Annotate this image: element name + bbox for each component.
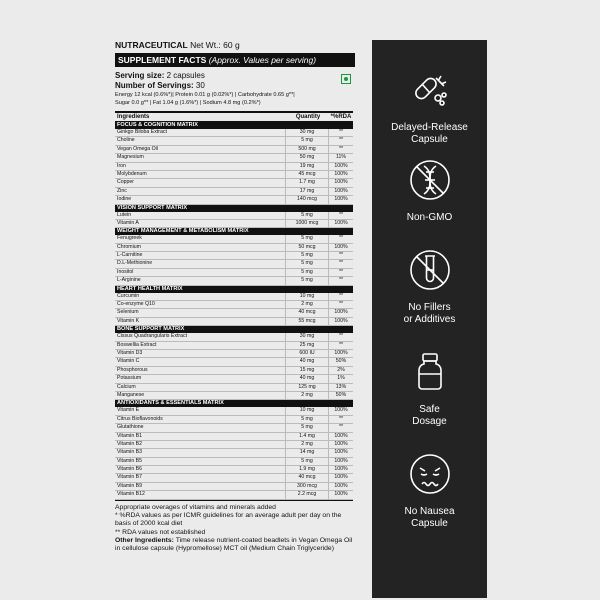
feature-1-line-2: Capsule	[411, 134, 448, 145]
ingredient-quantity: 1.4 mg	[285, 433, 328, 440]
ingredient-rda: **	[328, 342, 353, 349]
ingredient-rda: 1%	[328, 375, 353, 382]
table-row	[115, 146, 353, 154]
ingredient-quantity: 5 mg	[285, 269, 328, 276]
ingredient-name: L-Carnitine	[117, 252, 143, 259]
table-row	[115, 441, 353, 449]
ingredient-quantity: 5 mg	[285, 416, 328, 423]
table-row	[115, 407, 353, 415]
net-weight: Net Wt.: 60 g	[190, 40, 240, 50]
feature-3-line-2: or Additives	[403, 314, 456, 325]
supplement-facts-subtitle: (Approx. Values per serving)	[208, 55, 317, 65]
serving-size-value: 2 capsules	[166, 71, 205, 80]
table-end-rule	[115, 500, 353, 501]
ingredient-rda: 50%	[328, 358, 353, 365]
table-row	[115, 384, 353, 392]
footnote-rda-not-established: ** RDA values not established	[115, 528, 206, 536]
ingredient-quantity: 2.2 mcg	[285, 491, 328, 498]
other-ingredients-text: Time release nutrient-coated beadlets in Vegan Omega Oil in cellulose capsule (Hypromellose) MCT oil (Medium Chain Triglyceride)	[115, 536, 353, 553]
ingredient-rda: 100%	[328, 244, 353, 251]
ingredient-name: Chromium	[117, 243, 141, 250]
supplement-label	[115, 40, 355, 553]
ingredient-name: Calcium	[117, 383, 136, 390]
ingredient-name: Vitamin A	[117, 219, 139, 226]
ingredient-quantity: 125 mg	[285, 384, 328, 391]
table-row	[115, 458, 353, 466]
table-row	[115, 424, 353, 432]
ingredient-rda: 100%	[328, 309, 353, 316]
feature-2-line-1: Non-GMO	[406, 212, 453, 223]
ingredient-rda: **	[328, 269, 353, 276]
ingredient-rda: 100%	[328, 318, 353, 325]
table-row	[115, 301, 353, 309]
ingredient-name: Iodine	[117, 196, 132, 203]
table-row	[115, 269, 353, 277]
nutrition-line-1: Energy 12 kcal (0.6%*)| Protein 0.01 g (0.02%*) | Carbohydrate 0.65 g**|	[115, 92, 295, 98]
ingredient-quantity: 55 mcg	[285, 318, 328, 325]
supplement-facts-title: SUPPLEMENT FACTS	[118, 55, 207, 65]
ingredient-quantity: 2 mg	[285, 301, 328, 308]
feature-safe-dosage	[372, 350, 487, 428]
table-row	[115, 129, 353, 137]
ingredient-rda: 100%	[328, 449, 353, 456]
ingredient-name: Potassium	[117, 375, 142, 382]
ingredient-name: Inositol	[117, 268, 134, 275]
ingredient-name: Fenugreek	[117, 235, 142, 242]
table-row	[115, 260, 353, 268]
ingredient-name: Vitamin B6	[117, 466, 142, 473]
ingredient-rda: **	[328, 129, 353, 136]
ingredient-name: Iron	[117, 162, 126, 169]
ingredient-rda: 13%	[328, 384, 353, 391]
ingredient-name: Lutein	[117, 211, 132, 218]
ingredient-rda: **	[328, 301, 353, 308]
ingredient-quantity: 5 mg	[285, 212, 328, 219]
table-row	[115, 350, 353, 358]
ingredient-rda: **	[328, 260, 353, 267]
table-row	[115, 244, 353, 252]
other-ingredients-label: Other Ingredients:	[115, 536, 174, 544]
table-row	[115, 154, 353, 162]
ingredient-name: Molybdenum	[117, 170, 147, 177]
ingredient-quantity: 140 mcg	[285, 196, 328, 203]
ingredient-rda: **	[328, 252, 353, 259]
ingredient-quantity: 40 mcg	[285, 474, 328, 481]
ingredient-name: Vitamin B3	[117, 449, 142, 456]
ingredient-quantity: 25 mg	[285, 342, 328, 349]
ingredient-quantity: 45 mcg	[285, 171, 328, 178]
ingredient-rda: **	[328, 235, 353, 242]
ingredient-name: Co-enzyme Q10	[117, 301, 155, 308]
ingredient-name: Citrus Bioflavonoids	[117, 415, 163, 422]
col-rda: *%RDA	[330, 114, 352, 120]
ingredient-quantity: 15 mg	[285, 367, 328, 374]
ingredient-rda: **	[328, 212, 353, 219]
ingredient-quantity: 30 mg	[285, 129, 328, 136]
ingredient-quantity: 1000 mcg	[285, 220, 328, 227]
ingredient-quantity: 10 mg	[285, 293, 328, 300]
matrix-header: HEART HEALTH MATRIX	[115, 286, 353, 293]
ingredient-name: D.L-Methionine	[117, 260, 153, 267]
feature-1-line-1: Delayed-Release	[391, 122, 468, 133]
ingredient-name: Vitamin B12	[117, 491, 145, 498]
table-row	[115, 179, 353, 187]
ingredient-name: Vitamin B2	[117, 440, 142, 447]
ingredient-rda: 100%	[328, 474, 353, 481]
ingredient-name: Curcumin	[117, 292, 140, 299]
nausea-face-icon	[408, 452, 452, 496]
ingredient-rda: 100%	[328, 407, 353, 414]
ingredient-name: Vegan Omega Oil	[117, 145, 158, 152]
ingredient-rda: 100%	[328, 483, 353, 490]
nutrition-line-2: Sugar 0.0 g** | Fat 1.04 g (1.6%*) | Sodium 4.8 mg (0.2%*)	[115, 99, 261, 106]
ingredient-name: Copper	[117, 179, 135, 186]
table-row	[115, 333, 353, 341]
ingredient-name: Choline	[117, 137, 135, 144]
table-row	[115, 433, 353, 441]
table-row	[115, 252, 353, 260]
ingredient-rda: 100%	[328, 196, 353, 203]
ingredient-rda: **	[328, 416, 353, 423]
table-row	[115, 318, 353, 326]
ingredient-rda: 50%	[328, 392, 353, 399]
ingredient-name: Manganese	[117, 391, 145, 398]
ingredient-rda: 100%	[328, 188, 353, 195]
ingredient-rda: 2%	[328, 367, 353, 374]
ingredient-quantity: 50 mg	[285, 154, 328, 161]
ingredient-name: Vitamin K	[117, 317, 140, 324]
ingredient-rda: 100%	[328, 163, 353, 170]
ingredient-quantity: 5 mg	[285, 235, 328, 242]
ingredient-quantity: 5 mg	[285, 458, 328, 465]
table-row	[115, 196, 353, 204]
ingredient-name: L-Arginine	[117, 277, 141, 284]
matrix-header: ANTIOXIDANTS & ESSENTIALS MATRIX	[115, 400, 353, 407]
ingredient-rda: 11%	[328, 154, 353, 161]
matrix-header: VISION SUPPORT MATRIX	[115, 205, 353, 212]
ingredient-name: Vitamin B5	[117, 457, 142, 464]
ingredient-rda: 100%	[328, 220, 353, 227]
ingredient-rda: 100%	[328, 433, 353, 440]
table-row	[115, 416, 353, 424]
feature-delayed-release	[372, 68, 487, 146]
footnote-overages: Appropriate overages of vitamins and minerals added	[115, 503, 276, 511]
no-fillers-icon	[408, 248, 452, 292]
table-row	[115, 137, 353, 145]
ingredient-rda: **	[328, 293, 353, 300]
matrix-header: WEIGHT MANAGEMENT & METABOLISM MATRIX	[115, 228, 353, 235]
ingredient-rda: **	[328, 146, 353, 153]
feature-4-line-2: Dosage	[412, 416, 447, 427]
ingredient-rda: 100%	[328, 171, 353, 178]
ingredient-name: Vitamin E	[117, 407, 140, 414]
bottle-icon	[408, 350, 452, 394]
ingredient-quantity: 5 mg	[285, 424, 328, 431]
footnote-rda-basis: * %RDA values as per ICMR guidelines for an average adult per day on the basis of 2000 kcal diet	[115, 511, 342, 528]
ingredient-name: Magnesium	[117, 154, 144, 161]
supplement-facts-bar	[115, 53, 355, 67]
ingredient-name: Vitamin B1	[117, 432, 142, 439]
ingredient-rda: **	[328, 137, 353, 144]
ingredients-table	[115, 111, 353, 500]
ingredient-name: Vitamin B9	[117, 482, 142, 489]
table-row	[115, 474, 353, 482]
feature-4-line-1: Safe	[419, 404, 440, 415]
veg-mark-icon	[341, 74, 351, 84]
serving-info	[115, 71, 355, 107]
features-panel	[372, 40, 487, 598]
matrix-header: BONE SUPPORT MATRIX	[115, 326, 353, 333]
ingredient-name: Glutathione	[117, 424, 144, 431]
table-row	[115, 171, 353, 179]
ingredient-quantity: 500 mg	[285, 146, 328, 153]
table-row	[115, 367, 353, 375]
table-row	[115, 277, 353, 285]
ingredient-quantity: 40 mg	[285, 358, 328, 365]
ingredient-quantity: 50 mcg	[285, 244, 328, 251]
ingredient-name: Vitamin B7	[117, 474, 142, 481]
ingredient-name: Ginkgo Biloba Extract	[117, 129, 167, 135]
ingredient-quantity: 30 mg	[285, 333, 328, 340]
other-ingredients	[115, 537, 355, 554]
ingredient-quantity: 5 mg	[285, 277, 328, 284]
servings-count-label: Number of Servings:	[115, 81, 194, 90]
ingredient-quantity: 2 mg	[285, 392, 328, 399]
ingredient-rda: **	[328, 333, 353, 340]
ingredient-name: Zinc	[117, 187, 127, 194]
feature-3-line-1: No Fillers	[408, 302, 451, 313]
table-row	[115, 483, 353, 491]
no-gmo-icon	[408, 158, 452, 202]
table-row	[115, 358, 353, 366]
table-row	[115, 188, 353, 196]
table-row	[115, 293, 353, 301]
ingredient-quantity: 10 mg	[285, 407, 328, 414]
table-row	[115, 235, 353, 243]
matrix-header: FOCUS & COGNITION MATRIX	[115, 122, 353, 129]
ingredient-name: Phosphorous	[117, 366, 148, 373]
ingredient-name: Vitamin D3	[117, 349, 143, 356]
servings-count-value: 30	[195, 81, 205, 90]
table-row	[115, 449, 353, 457]
ingredient-name: Vitamin C	[117, 358, 140, 365]
ingredient-quantity: 5 mg	[285, 252, 328, 259]
ingredient-quantity: 2 mg	[285, 441, 328, 448]
table-row	[115, 466, 353, 474]
ingredient-name: Cissus Quadrangularis Extract	[117, 333, 188, 340]
ingredient-quantity: 600 IU	[285, 350, 328, 357]
ingredient-rda: 100%	[328, 466, 353, 473]
feature-5-line-2: Capsule	[411, 518, 448, 529]
table-row	[115, 392, 353, 400]
product-header	[115, 40, 355, 50]
ingredient-quantity: 5 mg	[285, 137, 328, 144]
ingredient-name: Selenium	[117, 309, 139, 316]
ingredient-quantity: 300 mcg	[285, 483, 328, 490]
ingredient-quantity: 1.9 mg	[285, 466, 328, 473]
table-header	[115, 113, 353, 122]
col-quantity: Quantity	[295, 114, 321, 120]
ingredient-quantity: 19 mg	[285, 163, 328, 170]
footnotes	[115, 504, 355, 554]
ingredient-name: Boswellia Extract	[117, 341, 157, 348]
table-row	[115, 491, 353, 499]
serving-size-label: Serving size:	[115, 71, 165, 80]
feature-5-line-1: No Nausea	[404, 506, 455, 517]
feature-no-fillers	[372, 248, 487, 326]
col-ingredients: Ingredients	[117, 114, 150, 120]
table-row	[115, 212, 353, 220]
ingredient-quantity: 17 mg	[285, 188, 328, 195]
ingredient-rda: **	[328, 277, 353, 284]
ingredient-rda: 100%	[328, 491, 353, 498]
capsule-icon	[408, 68, 452, 112]
ingredient-rda: 100%	[328, 458, 353, 465]
ingredient-quantity: 40 mcg	[285, 309, 328, 316]
ingredient-rda: 100%	[328, 179, 353, 186]
table-row	[115, 220, 353, 228]
ingredient-quantity: 5 mg	[285, 260, 328, 267]
ingredient-rda: **	[328, 424, 353, 431]
ingredient-quantity: 14 mg	[285, 449, 328, 456]
table-row	[115, 375, 353, 383]
ingredient-rda: 100%	[328, 441, 353, 448]
feature-non-gmo	[372, 158, 487, 224]
table-row	[115, 309, 353, 317]
nutrition-summary	[115, 92, 355, 107]
table-row	[115, 163, 353, 171]
brand-name: NUTRACEUTICAL	[115, 40, 188, 50]
table-row	[115, 342, 353, 350]
ingredient-rda: 100%	[328, 350, 353, 357]
ingredient-quantity: 40 mg	[285, 375, 328, 382]
feature-no-nausea	[372, 452, 487, 530]
ingredient-quantity: 1.7 mg	[285, 179, 328, 186]
